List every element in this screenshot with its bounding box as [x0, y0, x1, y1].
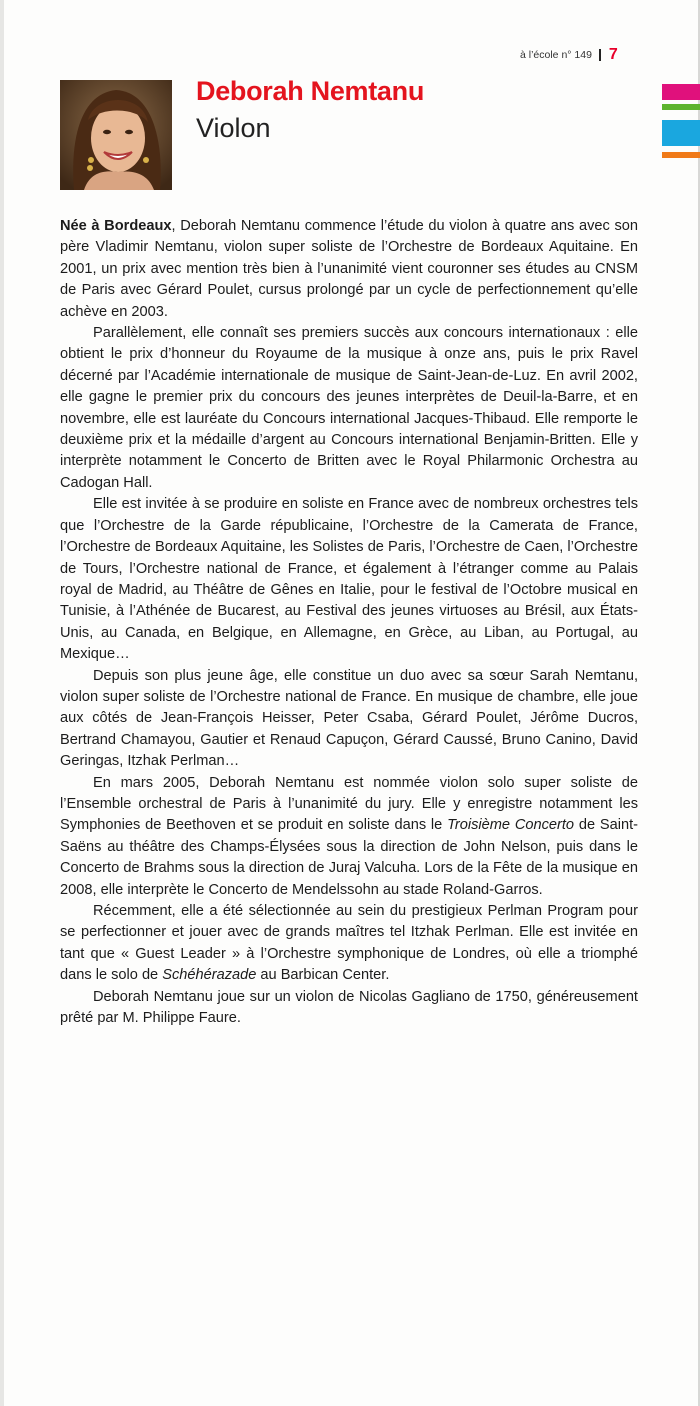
- bio-p6-text-a: Récemment, elle a été sélectionnée au sein du prestigieux Perlman Program pour se perfectionner et jouer avec de grands maîtres tel Itzhak Perlman. Elle est invitée en tant que « Guest Leader » à l’Orchestre symphonique de Londres, où elle a triomphé dans le solo de: [60, 903, 638, 984]
- page-header: [520, 46, 618, 64]
- bio-paragraph-2: Parallèlement, elle connaît ses premiers succès aux concours internationaux : elle obtient le prix d’honneur du Royaume de la musique à onze ans, puis le prix Ravel décerné par l’Académie internationale de musique de Saint-Jean-de-Luz. En avril 2002, elle gagne le premier prix du concours des jeunes interprètes de Deuil-la-Barre, et en novembre, elle est lauréate du Concours international Jacques-Thibaud. Elle remporte le deuxième prix et la médaille d’argent au Concours international Benjamin-Britten. Elle y interprète notamment le Concerto de Britten avec le Royal Philarmonic Orchestra au Cadogan Hall.: [60, 325, 638, 491]
- bio-p5-text-b: de Saint-Saëns au théâtre des Champs-Élysées sous la direction de John Nelson, puis dans le Concerto de Brahms sous la direction de Juraj Valcuha. Lors de la Fête de la musique en 2008, elle interprète le Concerto de Mendelssohn au stade Roland-Garros.: [60, 817, 639, 898]
- biography-text: [60, 216, 638, 1029]
- bio-lead: Née à Bordeaux: [60, 218, 172, 234]
- section-color-tabs: [662, 84, 700, 162]
- tab-orange: [662, 152, 700, 158]
- bio-p5-work-title: Troisième Concerto: [447, 817, 575, 834]
- bio-p5-text-a: En mars 2005, Deborah Nemtanu est nommée violon solo super soliste de l’Ensemble orchestral de Paris à l’unanimité du jury. Elle y enregistre notamment les Symphonies de Beethoven et se produit en soliste dans le: [60, 774, 638, 834]
- bio-p6-work-title: Schéhérazade: [162, 967, 257, 984]
- page-number: 7: [608, 46, 618, 63]
- bio-paragraph-4: Depuis son plus jeune âge, elle constitue un duo avec sa sœur Sarah Nemtanu, violon super soliste de l’Orchestre national de France. En musique de chambre, elle joue aux côtés de Jean-François Heisser, Peter Csaba, Gérard Poulet, Jérôme Ducros, Bertrand Chamayou, Gautier et Renaud Capuçon, Gérard Caussé, Bruno Canino, David Geringas, Itzhak Perlman…: [60, 667, 638, 770]
- portrait-illustration: [60, 80, 172, 190]
- page-left-edge: [0, 0, 4, 1406]
- header-separator: [599, 49, 601, 61]
- publication-label: à l’école n° 149: [520, 49, 592, 61]
- bio-paragraph-1: [60, 216, 638, 323]
- bio-paragraph-5: [60, 773, 638, 901]
- bio-paragraph-6: [60, 901, 638, 987]
- artist-name: Deborah Nemtanu: [196, 76, 425, 106]
- artist-instrument: Violon: [196, 113, 271, 143]
- tab-green: [662, 104, 700, 110]
- tab-cyan: [662, 120, 700, 146]
- portrait-photo: [60, 80, 172, 190]
- bio-p6-text-b: au Barbican Center.: [256, 967, 390, 984]
- tab-magenta: [662, 84, 700, 100]
- bio-paragraph-7: Deborah Nemtanu joue sur un violon de Nicolas Gagliano de 1750, généreusement prêté par M. Philippe Faure.: [60, 988, 638, 1027]
- bio-p1-text: , Deborah Nemtanu commence l’étude du violon à quatre ans avec son père Vladimir Nemtanu, violon super soliste de l’Orchestre de Bordeaux Aquitaine. En 2001, un prix avec mention très bien à l’unanimité vient couronner ses études au CNSM de Paris avec Gérard Poulet, cursus prolongé par un cycle de perfectionnement qu’elle achève en 2003.: [60, 218, 638, 320]
- bio-paragraph-3: Elle est invitée à se produire en soliste en France avec de nombreux orchestres tels que l’Orchestre de la Garde républicaine, l’Orchestre de la Camerata de France, l’Orchestre de Bordeaux Aquitaine, les Solistes de Paris, l’Orchestre de Caen, l’Orchestre de Tours, l’Orchestre national de France, et également à l’étranger comme au Palais royal de Madrid, au Théâtre de Gênes en Italie, pour le festival de l’Octobre musical en Tunisie, à l’Athénée de Bucarest, au Festival des jeunes virtuoses au Brésil, aux États-Unis, au Canada, en Belgique, en Allemagne, en Grèce, au Liban, au Portugal, au Mexique…: [60, 496, 638, 663]
